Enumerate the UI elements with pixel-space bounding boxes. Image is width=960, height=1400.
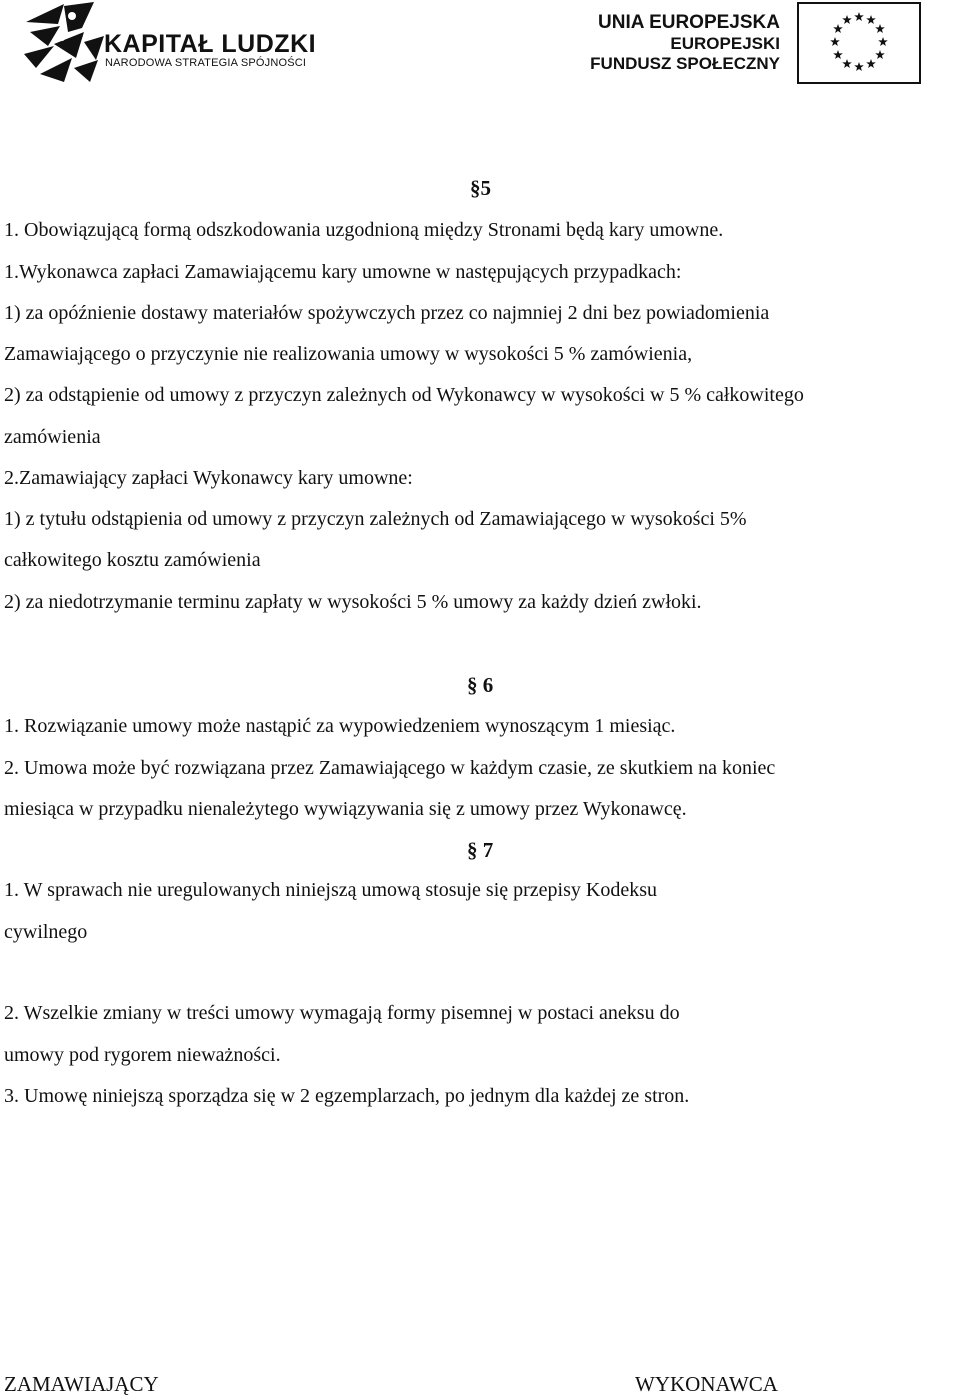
- section-7-line: cywilnego: [4, 921, 88, 943]
- section-5-line: 1.Wykonawca zapłaci Zamawiającemu kary umowne w następujących przypadkach:: [4, 261, 682, 283]
- section-5-line: 1) z tytułu odstąpienia od umowy z przyczyn zależnych od Zamawiającego w wysokości 5%: [4, 508, 747, 530]
- kapital-ludzki-title: KAPITAŁ LUDZKI: [104, 30, 317, 58]
- section-6-heading: § 6: [467, 673, 494, 697]
- section-6-line: 2. Umowa może być rozwiązana przez Zamawiającego w każdym czasie, ze skutkiem na koniec: [4, 757, 776, 779]
- signature-contractor: WYKONAWCA: [635, 1372, 778, 1396]
- signature-contracting-authority: ZAMAWIAJĄCY: [4, 1372, 159, 1396]
- eu-flag-icon: [797, 2, 921, 84]
- section-5-line: Zamawiającego o przyczynie nie realizowania umowy w wysokości 5 % zamówienia,: [4, 343, 693, 365]
- section-5-line: 1) za opóźnienie dostawy materiałów spożywczych przez co najmniej 2 dni bez powiadomienia: [4, 302, 770, 324]
- eu-logo-line2: EUROPEJSKI: [670, 34, 780, 53]
- section-7-heading: § 7: [467, 838, 494, 862]
- section-5-line: 2) za odstąpienie od umowy z przyczyn zależnych od Wykonawcy w wysokości w 5 % całkowitego: [4, 384, 804, 406]
- kapital-ludzki-subtitle: NARODOWA STRATEGIA SPÓJNOŚCI: [105, 57, 307, 69]
- section-5-line: całkowitego kosztu zamówienia: [4, 549, 261, 571]
- section-7-line: 3. Umowę niniejszą sporządza się w 2 egzemplarzach, po jednym dla każdej ze stron.: [4, 1085, 690, 1107]
- section-5-line: 2) za niedotrzymanie terminu zapłaty w wysokości 5 % umowy za każdy dzień zwłoki.: [4, 591, 702, 613]
- kapital-ludzki-emblem-icon: [24, 2, 108, 84]
- eu-logo-line1: UNIA EUROPEJSKA: [598, 12, 780, 33]
- section-5-line: 2.Zamawiający zapłaci Wykonawcy kary umowne:: [4, 467, 413, 489]
- eu-stars-icon: [799, 4, 919, 82]
- section-6-line: miesiąca w przypadku nienależytego wywiązywania się z umowy przez Wykonawcę.: [4, 798, 687, 820]
- section-5-line: 1. Obowiązującą formą odszkodowania uzgodnioną między Stronami będą kary umowne.: [4, 219, 724, 241]
- section-5-line: zamówienia: [4, 426, 101, 448]
- section-5-heading: §5: [470, 176, 491, 200]
- section-7-line: 2. Wszelkie zmiany w treści umowy wymagają formy pisemnej w postaci aneksu do: [4, 1002, 680, 1024]
- eu-logo-line3: FUNDUSZ SPOŁECZNY: [590, 54, 780, 73]
- section-7-line: 1. W sprawach nie uregulowanych niniejszą umową stosuje się przepisy Kodeksu: [4, 879, 657, 901]
- section-7-line: umowy pod rygorem nieważności.: [4, 1044, 281, 1066]
- section-6-line: 1. Rozwiązanie umowy może nastąpić za wypowiedzeniem wynoszącym 1 miesiąc.: [4, 715, 676, 737]
